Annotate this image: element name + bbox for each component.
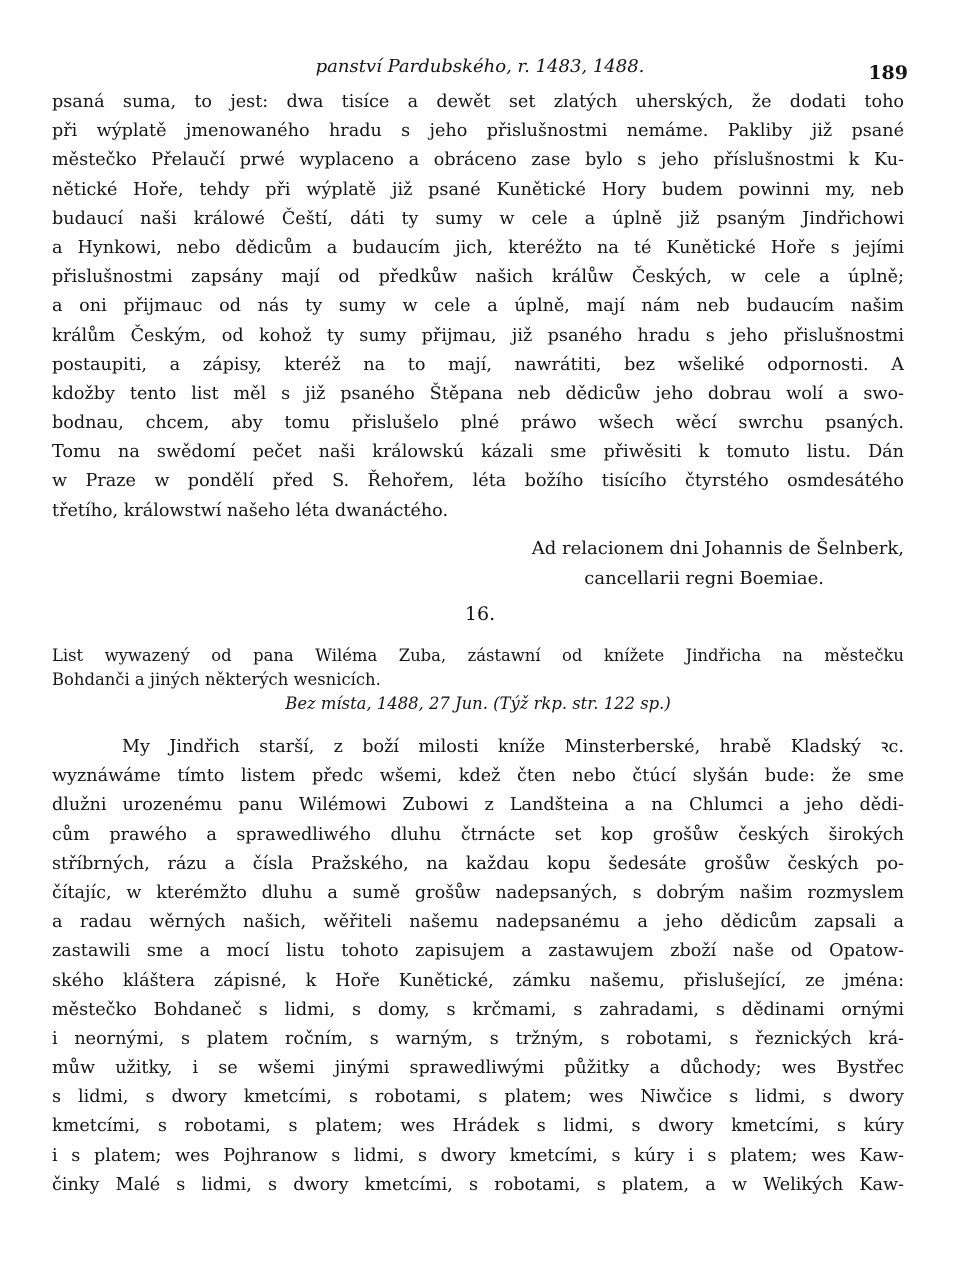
text-line: My Jindřich starší, z boží milosti kníže Minsterberské, hrabě Kladský ꝛc.: [122, 737, 904, 757]
text-line: postaupiti, a zápisy, kteréž na to mají, nawrátiti, bez wšeliké odpornosti. A: [52, 354, 904, 375]
text-line: i s platem; wes Pojhranow s lidmi, s dwory kmetcími, s kúry i s platem; wes Kaw-: [52, 1145, 904, 1166]
text-line: městečko Přelaučí prwé wyplaceno a obráceno zase bylo s jeho příslušnostmi k Ku-: [52, 150, 904, 171]
text-block-continuation: [52, 88, 904, 526]
text-line: stříbrných, rázu a čísla Pražského, na každau kopu šedesáte grošůw českých po-: [52, 853, 904, 874]
text-line: kdožby tento list měl s již psaného Štěpana neb dědicůw jeho dobrau wolí a swo-: [52, 383, 904, 404]
heading-line: List wywazený od pana Wiléma Zuba, zástawní od knížete Jindřicha na městečku: [52, 646, 904, 665]
text-line: přislušnostmi zapsány mají od předkůw našich králůw Českých, w cele a úplně;: [52, 267, 904, 288]
text-line: psaná suma, to jest: dwa tisíce a dewět set zlatých uherských, že dodati toho: [52, 92, 904, 112]
text-line: třetího, králowstwí našeho léta dwanáctého.: [52, 500, 449, 521]
text-line: cům prawého a sprawedliwého dluhu čtrnácte set kop grošůw českých širokých: [52, 824, 904, 845]
page-number: 189: [868, 62, 908, 84]
text-line: a oni přijmauc od nás ty sumy w cele a úplně, mají nám neb budaucím našim: [52, 296, 904, 317]
text-line: budaucí naši králowé Čeští, dáti ty sumy w cele a úplně již psaným Jindřichowi: [52, 208, 904, 229]
text-line: králům Českým, od kohož ty sumy přijmau, již psaného hradu s jeho přislušnostmi: [52, 325, 904, 346]
text-block-document-16: [52, 733, 904, 1200]
signature-block: [0, 534, 904, 594]
text-line: ského kláštera zápisné, k Hoře Kunětické, zámku našemu, přislušející, ze jména:: [52, 970, 904, 991]
text-line: kmetcími, s robotami, s platem; wes Hrádek s lidmi, s dwory kmetcími, s kúry: [52, 1116, 904, 1137]
text-line: bodnau, chcem, aby tomu přislušelo plné práwo wšech wěcí swrchu psaných.: [52, 413, 904, 434]
text-line: a Hynkowi, nebo dědicům a budaucím jich, kteréžto na té Kunětické Hoře s jejími: [52, 237, 904, 258]
text-line: zastawili sme a mocí listu tohoto zapisujem a zastawujem zboží naše od Opatow-: [52, 941, 904, 962]
text-line: nětické Hoře, tehdy při wýplatě již psané Kunětické Hory budem powinni my, neb: [52, 179, 904, 200]
text-line: wyznáwáme tímto listem předc wšemi, kdež čten nebo čtúcí slyšán bude: že sme: [52, 766, 904, 787]
text-line: w Praze w pondělí před S. Řehořem, léta božího tisícího čtyrstého osmdesátého: [52, 471, 904, 492]
text-line: dlužni urozenému panu Wilémowi Zubowi z Landšteina a na Chlumci a jeho dědi-: [52, 795, 904, 816]
heading-line: Bohdanči a jiných některých wesnicích.: [52, 670, 381, 689]
signature-line: Ad relacionem dni Johannis de Šelnberk,: [531, 538, 904, 559]
text-line: a radau wěrných našich, wěřiteli našemu nadepsanému a jeho dědicům zapsali a: [52, 912, 904, 933]
signature-line: cancellarii regni Boemiae.: [584, 568, 824, 589]
text-line: při wýplatě jmenowaného hradu s jeho přislušnostmi nemáme. Pakliby již psané: [52, 121, 904, 142]
running-title: panství Pardubského, r. 1483, 1488.: [315, 56, 645, 77]
text-line: činky Malé s lidmi, s dwory kmetcími, s robotami, s platem, a w Welikých Kaw-: [52, 1174, 904, 1195]
document-number: 16.: [464, 603, 496, 625]
text-line: s lidmi, s dwory kmetcími, s robotami, s platem; wes Niwčice s lidmi, s dwory: [52, 1087, 904, 1108]
text-line: Tomu na swědomí pečet naši králowskú kázali sme přiwěsiti k tomuto listu. Dán: [52, 442, 904, 463]
text-line: městečko Bohdaneč s lidmi, s domy, s krčmami, s zahradami, s dědinami ornými: [52, 999, 904, 1020]
text-line: můw užitky, i se wšemi jinými sprawedliwými půžitky a důchody; wes Bystřec: [52, 1058, 904, 1079]
text-line: čítajíc, w kterémžto dluhu a sumě grošůw nadepsaných, s dobrým našim rozmyslem: [52, 882, 904, 903]
running-head: [0, 56, 960, 86]
source-citation: Bez místa, 1488, 27 Jun. (Týž rkp. str. 122 sp.): [285, 694, 671, 713]
text-line: i neornými, s platem ročním, s warným, s tržným, s robotami, s řeznických krá-: [52, 1028, 904, 1049]
document-heading: [52, 644, 904, 716]
